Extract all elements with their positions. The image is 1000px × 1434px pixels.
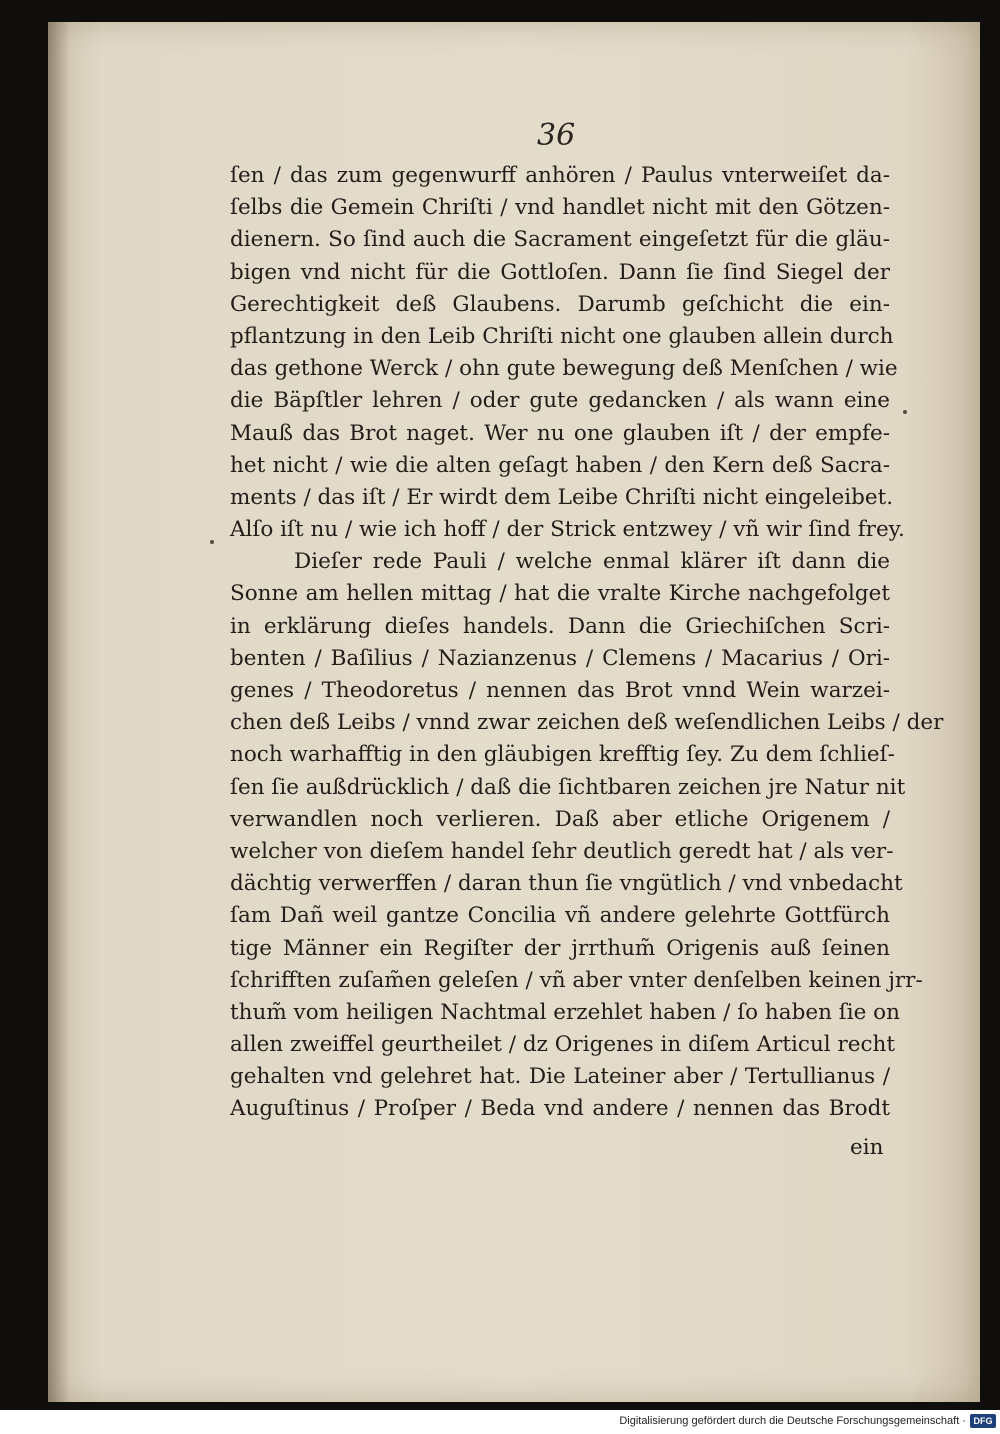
- ink-speck: [903, 410, 907, 414]
- text-line: genes / Theodoretus / nennen das Brot vnnd Wein warzei-: [230, 678, 890, 703]
- text-line: ſelbs die Gemein Chriſti / vnd handlet nicht mit den Götzen-: [230, 195, 890, 221]
- binding-shadow: [48, 22, 70, 1402]
- paragraph-start-line: Dieſer rede Pauli / welche enmal klärer iſt dann die: [294, 549, 890, 575]
- text-line: dächtig verwerffen / daran thun ſie vngütlich / vnd vnbedacht: [230, 871, 903, 897]
- text-line: Gerechtigkeit deß Glaubens. Darumb geſchicht die ein-: [230, 291, 890, 317]
- text-line: die Bäpſtler lehren / oder gute gedancken / als wann eine: [230, 388, 890, 414]
- text-line: benten / Baſilius / Nazianzenus / Clemens / Macarius / Ori-: [230, 645, 890, 671]
- page-text: [230, 160, 944, 1126]
- text-line: dienern. So ſind auch die Sacrament eingeſetzt für die gläu-: [230, 227, 890, 253]
- text-line: tige Männer ein Regiſter der jrrthum̃ Origenis auß ſeinen: [230, 935, 890, 961]
- text-line: bigen vnd nicht für die Gottloſen. Dann ſie ſind Siegel der: [230, 259, 890, 285]
- text-line: chen deß Leibs / vnnd zwar zeichen deß weſendlichen Leibs / der: [230, 710, 944, 736]
- text-line: welcher von dieſem handel ſehr deutlich geredt hat / als ver-: [230, 838, 894, 864]
- text-line: noch warhafftig in den gläubigen krefftig ſey. Zu dem ſchlieſ-: [230, 742, 895, 768]
- footer-bar: [0, 1410, 1000, 1434]
- page-number: 36: [537, 118, 576, 153]
- text-line: ſen ſie außdrücklich / daß die ſichtbaren zeichen jre Natur nit: [230, 774, 906, 800]
- dfg-logo: DFG: [970, 1414, 996, 1428]
- text-line: ſam Dañ weil gantze Concilia vñ andere gelehrte Gottfürch: [230, 903, 890, 929]
- text-line: Mauß das Brot naget. Wer nu one glauben iſt / der empfe-: [230, 420, 890, 446]
- ink-speck: [210, 540, 214, 544]
- text-line: allen zweiffel geurtheilet / dz Origenes in diſem Articul recht: [230, 1032, 896, 1058]
- text-line: in erklärung dieſes handels. Dann die Griechiſchen Scri-: [230, 613, 890, 639]
- text-line: Auguſtinus / Proſper / Beda vnd andere / nennen das Brodt: [230, 1096, 890, 1122]
- text-line: ſchrifften zuſam̃en geleſen / vñ aber vnter denſelben keinen jrr-: [230, 967, 923, 993]
- text-line: het nicht / wie die alten geſagt haben / den Kern deß Sacra-: [230, 452, 890, 478]
- text-line: Sonne am hellen mittag / hat die vralte Kirche nachgefolget: [230, 581, 890, 607]
- catchword: ein: [850, 1135, 884, 1160]
- text-line: pflantzung in den Leib Chriſti nicht one glauben allein durch: [230, 323, 894, 349]
- text-line: das gethone Werck / ohn gute bewegung deß Menſchen / wie: [230, 356, 898, 382]
- text-line: gehalten vnd gelehret hat. Die Lateiner aber / Tertullianus /: [230, 1064, 890, 1090]
- text-line: ments / das iſt / Er wirdt dem Leibe Chriſti nicht eingeleibet.: [230, 484, 894, 510]
- text-line: Alſo iſt nu / wie ich hoff / der Strick entzwey / vñ wir ſind frey.: [230, 517, 905, 543]
- text-line: thum̃ vom heiligen Nachtmal erzehlet haben / ſo haben ſie on: [230, 999, 900, 1025]
- text-line: ſen / das zum gegenwurff anhören / Paulus vnterweiſet da-: [230, 163, 890, 188]
- funding-credit: Digitalisierung gefördert durch die Deutsche Forschungsgemeinschaft ·: [619, 1415, 966, 1427]
- text-line: verwandlen noch verlieren. Daß aber etliche Origenem /: [230, 806, 890, 832]
